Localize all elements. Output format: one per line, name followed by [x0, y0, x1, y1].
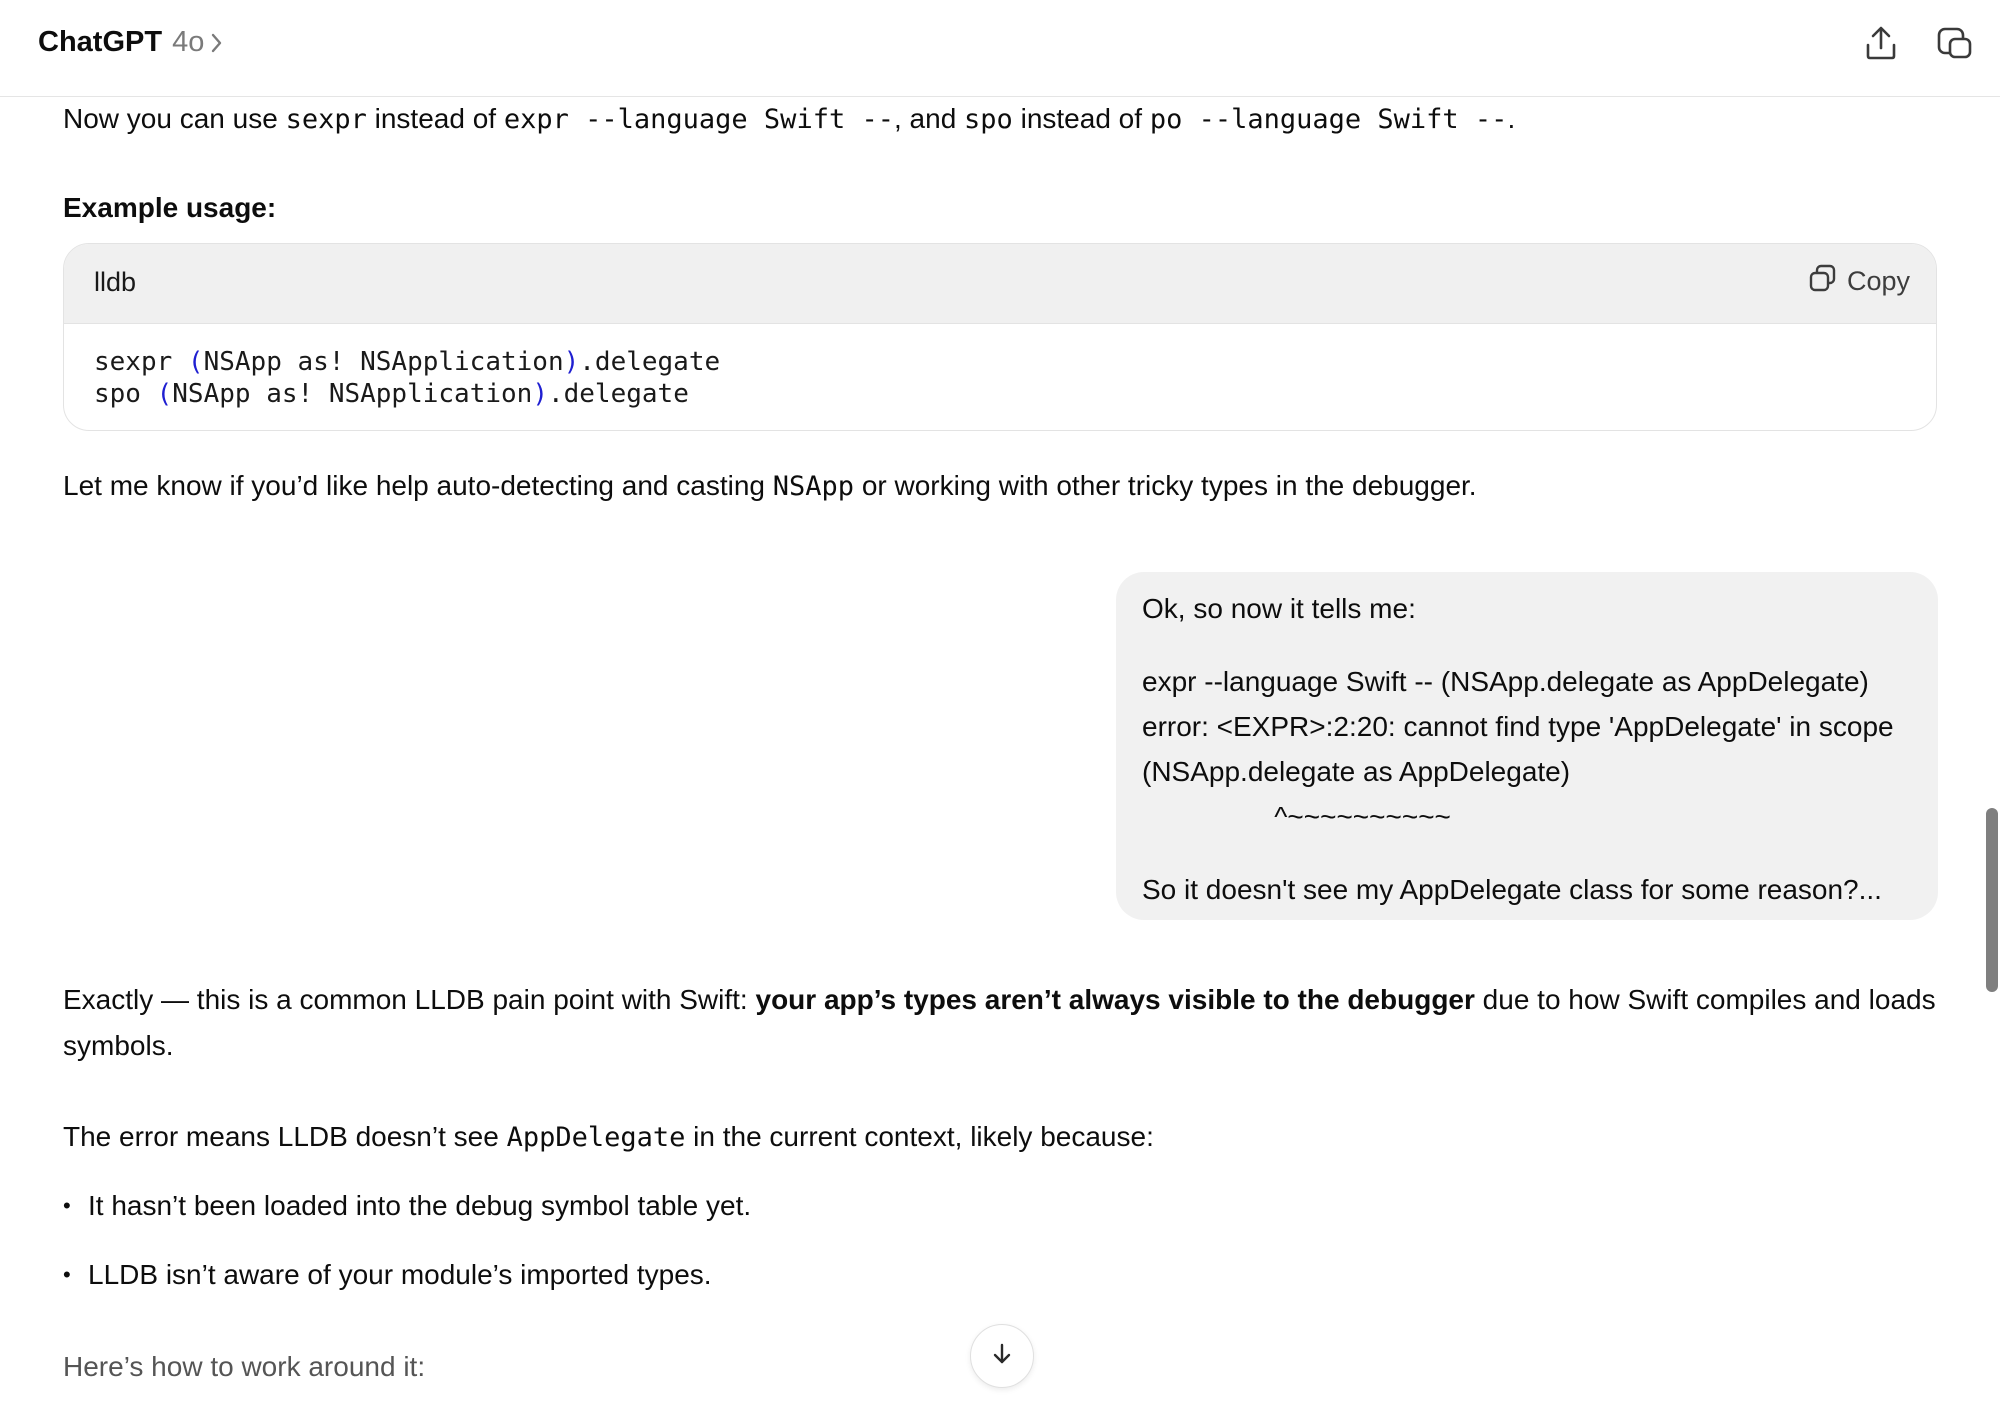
user-message-line: ^~~~~~~~~~~ — [1142, 801, 1451, 832]
arrow-down-icon — [989, 1341, 1015, 1372]
text: . — [1507, 103, 1516, 134]
text: or working with other tricky types in the debugger. — [854, 470, 1477, 501]
user-message-line: error: <EXPR>:2:20: cannot find type 'AppDelegate' in scope — [1142, 711, 1894, 742]
new-chat-icon — [1936, 25, 1974, 66]
model-name: 4o — [172, 26, 205, 58]
inline-code: spo — [964, 104, 1013, 135]
text: instead of — [366, 103, 504, 134]
user-message-line: Ok, so now it tells me: — [1142, 593, 1416, 624]
code-line: sexpr (NSApp as! NSApplication).delegate — [94, 347, 721, 377]
chevron-right-icon — [210, 32, 224, 54]
assistant-paragraph — [63, 1114, 1939, 1161]
inline-code: sexpr — [285, 104, 367, 135]
text: Now you can use — [63, 103, 286, 134]
app-name: ChatGPT — [38, 26, 163, 58]
assistant-paragraph — [63, 463, 1939, 510]
example-heading: Example usage: — [63, 192, 277, 223]
code-block — [63, 243, 1937, 431]
user-message-line: expr --language Swift -- (NSApp.delegate as AppDelegate) — [1142, 666, 1869, 697]
share-button[interactable] — [1860, 24, 1902, 66]
user-message-line: (NSApp.delegate as AppDelegate) — [1142, 756, 1571, 787]
code-content — [64, 324, 1936, 410]
code-block-header — [64, 244, 1936, 324]
reason-list — [63, 1183, 1939, 1298]
scroll-to-bottom-button[interactable] — [970, 1324, 1034, 1388]
inline-code: NSApp — [772, 471, 855, 502]
assistant-paragraph — [63, 96, 1939, 143]
assistant-paragraph — [63, 977, 1939, 1069]
text: in the current context, likely because: — [685, 1121, 1154, 1152]
list-item: • LLDB isn’t aware of your module’s imported types. — [63, 1252, 1939, 1298]
copy-label: Copy — [1846, 266, 1910, 296]
assistant-paragraph: Here’s how to work around it: — [63, 1351, 426, 1382]
new-chat-button[interactable] — [1934, 24, 1976, 66]
bold-text: your app’s types aren’t always visible to the debugger — [755, 984, 1475, 1015]
text: instead of — [1012, 103, 1150, 134]
copy-code-button[interactable] — [1809, 264, 1910, 299]
text: The error means LLDB doesn’t see — [63, 1121, 507, 1152]
inline-code: po --language Swift -- — [1149, 104, 1508, 135]
inline-code: expr --language Swift -- — [503, 104, 894, 135]
text: Let me know if you’d like help auto-detecting and casting — [63, 470, 773, 501]
text: due to how Swift compiles and loads symbols. — [63, 984, 1936, 1061]
user-message-bubble — [1116, 572, 1938, 920]
text: Exactly — this is a common LLDB pain point with Swift: — [63, 984, 756, 1015]
scrollbar-thumb[interactable] — [1986, 808, 1998, 992]
list-item: • It hasn’t been loaded into the debug symbol table yet. — [63, 1183, 1939, 1229]
model-selector[interactable] — [38, 26, 224, 59]
copy-icon — [1809, 264, 1847, 299]
code-line: spo (NSApp as! NSApplication).delegate — [94, 379, 689, 409]
text: , and — [893, 103, 965, 134]
inline-code: AppDelegate — [506, 1122, 686, 1153]
share-icon — [1864, 25, 1898, 66]
user-message-line: So it doesn't see my AppDelegate class for some reason?... — [1142, 874, 1882, 905]
code-language: lldb — [94, 267, 137, 297]
top-bar — [0, 0, 2000, 97]
